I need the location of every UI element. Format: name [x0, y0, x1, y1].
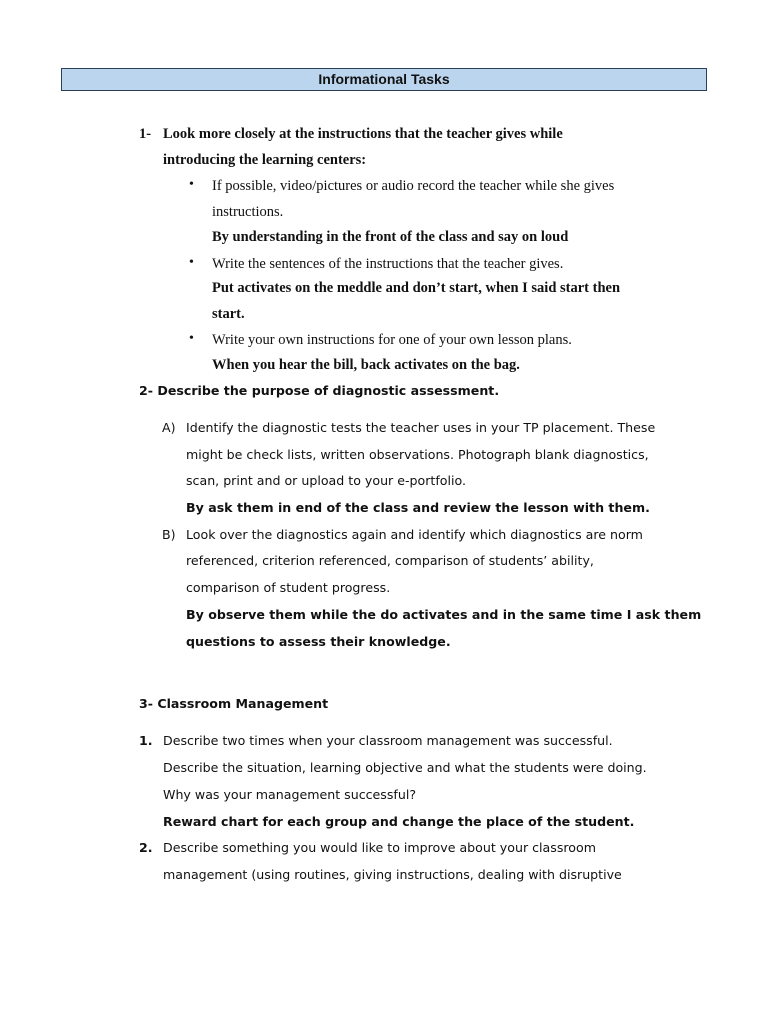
item-a-answer: By ask them in end of the class and review the lesson with them.: [186, 500, 650, 515]
bullet-icon: •: [189, 177, 194, 192]
section1-heading-line1: Look more closely at the instructions that the teacher gives while: [163, 126, 563, 142]
item-a-line3: scan, print and or upload to your e-portfolio.: [186, 473, 466, 488]
item-2-marker: 2.: [139, 840, 153, 855]
bullet3-text-line1: Write your own instructions for one of your own lesson plans.: [212, 332, 572, 348]
bullet2-answer-line1: Put activates on the meddle and don’t start, when I said start then: [212, 280, 621, 296]
item-b-answer-line1: By observe them while the do activates and in the same time I ask them: [186, 607, 702, 622]
item-1-line2: Describe the situation, learning objective and what the students were doing.: [163, 760, 647, 775]
bullet1-answer: By understanding in the front of the class and say on loud: [212, 229, 569, 245]
section3-heading: 3- Classroom Management: [139, 696, 329, 711]
section1-number: 1-: [139, 126, 152, 142]
section1-heading-line2: introducing the learning centers:: [163, 152, 367, 168]
item-a-marker: A): [162, 420, 176, 435]
bullet-icon: •: [189, 331, 194, 346]
item-2-line1: Describe something you would like to improve about your classroom: [163, 840, 596, 855]
item-a-line1: Identify the diagnostic tests the teacher uses in your TP placement. These: [186, 420, 656, 435]
bullet2-text-line1: Write the sentences of the instructions that the teacher gives.: [212, 256, 564, 272]
item-1-answer: Reward chart for each group and change the place of the student.: [163, 814, 635, 829]
item-b-answer-line2: questions to assess their knowledge.: [186, 634, 451, 649]
section2-heading: 2- Describe the purpose of diagnostic assessment.: [139, 383, 500, 398]
bullet1-text-line2: instructions.: [212, 204, 284, 220]
bullet2-answer-line2: start.: [212, 306, 245, 322]
item-b-line3: comparison of student progress.: [186, 580, 391, 595]
item-2-line2: management (using routines, giving instructions, dealing with disruptive: [163, 867, 622, 882]
item-1-line3: Why was your management successful?: [163, 787, 417, 802]
item-b-line2: referenced, criterion referenced, comparison of students’ ability,: [186, 553, 594, 568]
item-a-line2: might be check lists, written observations. Photograph blank diagnostics,: [186, 447, 649, 462]
item-b-line1: Look over the diagnostics again and identify which diagnostics are norm: [186, 527, 643, 542]
bullet-icon: •: [189, 255, 194, 270]
item-1-marker: 1.: [139, 733, 153, 748]
item-1-line1: Describe two times when your classroom management was successful.: [163, 733, 613, 748]
bullet3-answer: When you hear the bill, back activates on the bag.: [212, 357, 520, 373]
item-b-marker: B): [162, 527, 176, 542]
document-title: Informational Tasks: [61, 68, 707, 91]
bullet1-text-line1: If possible, video/pictures or audio record the teacher while she gives: [212, 178, 615, 194]
